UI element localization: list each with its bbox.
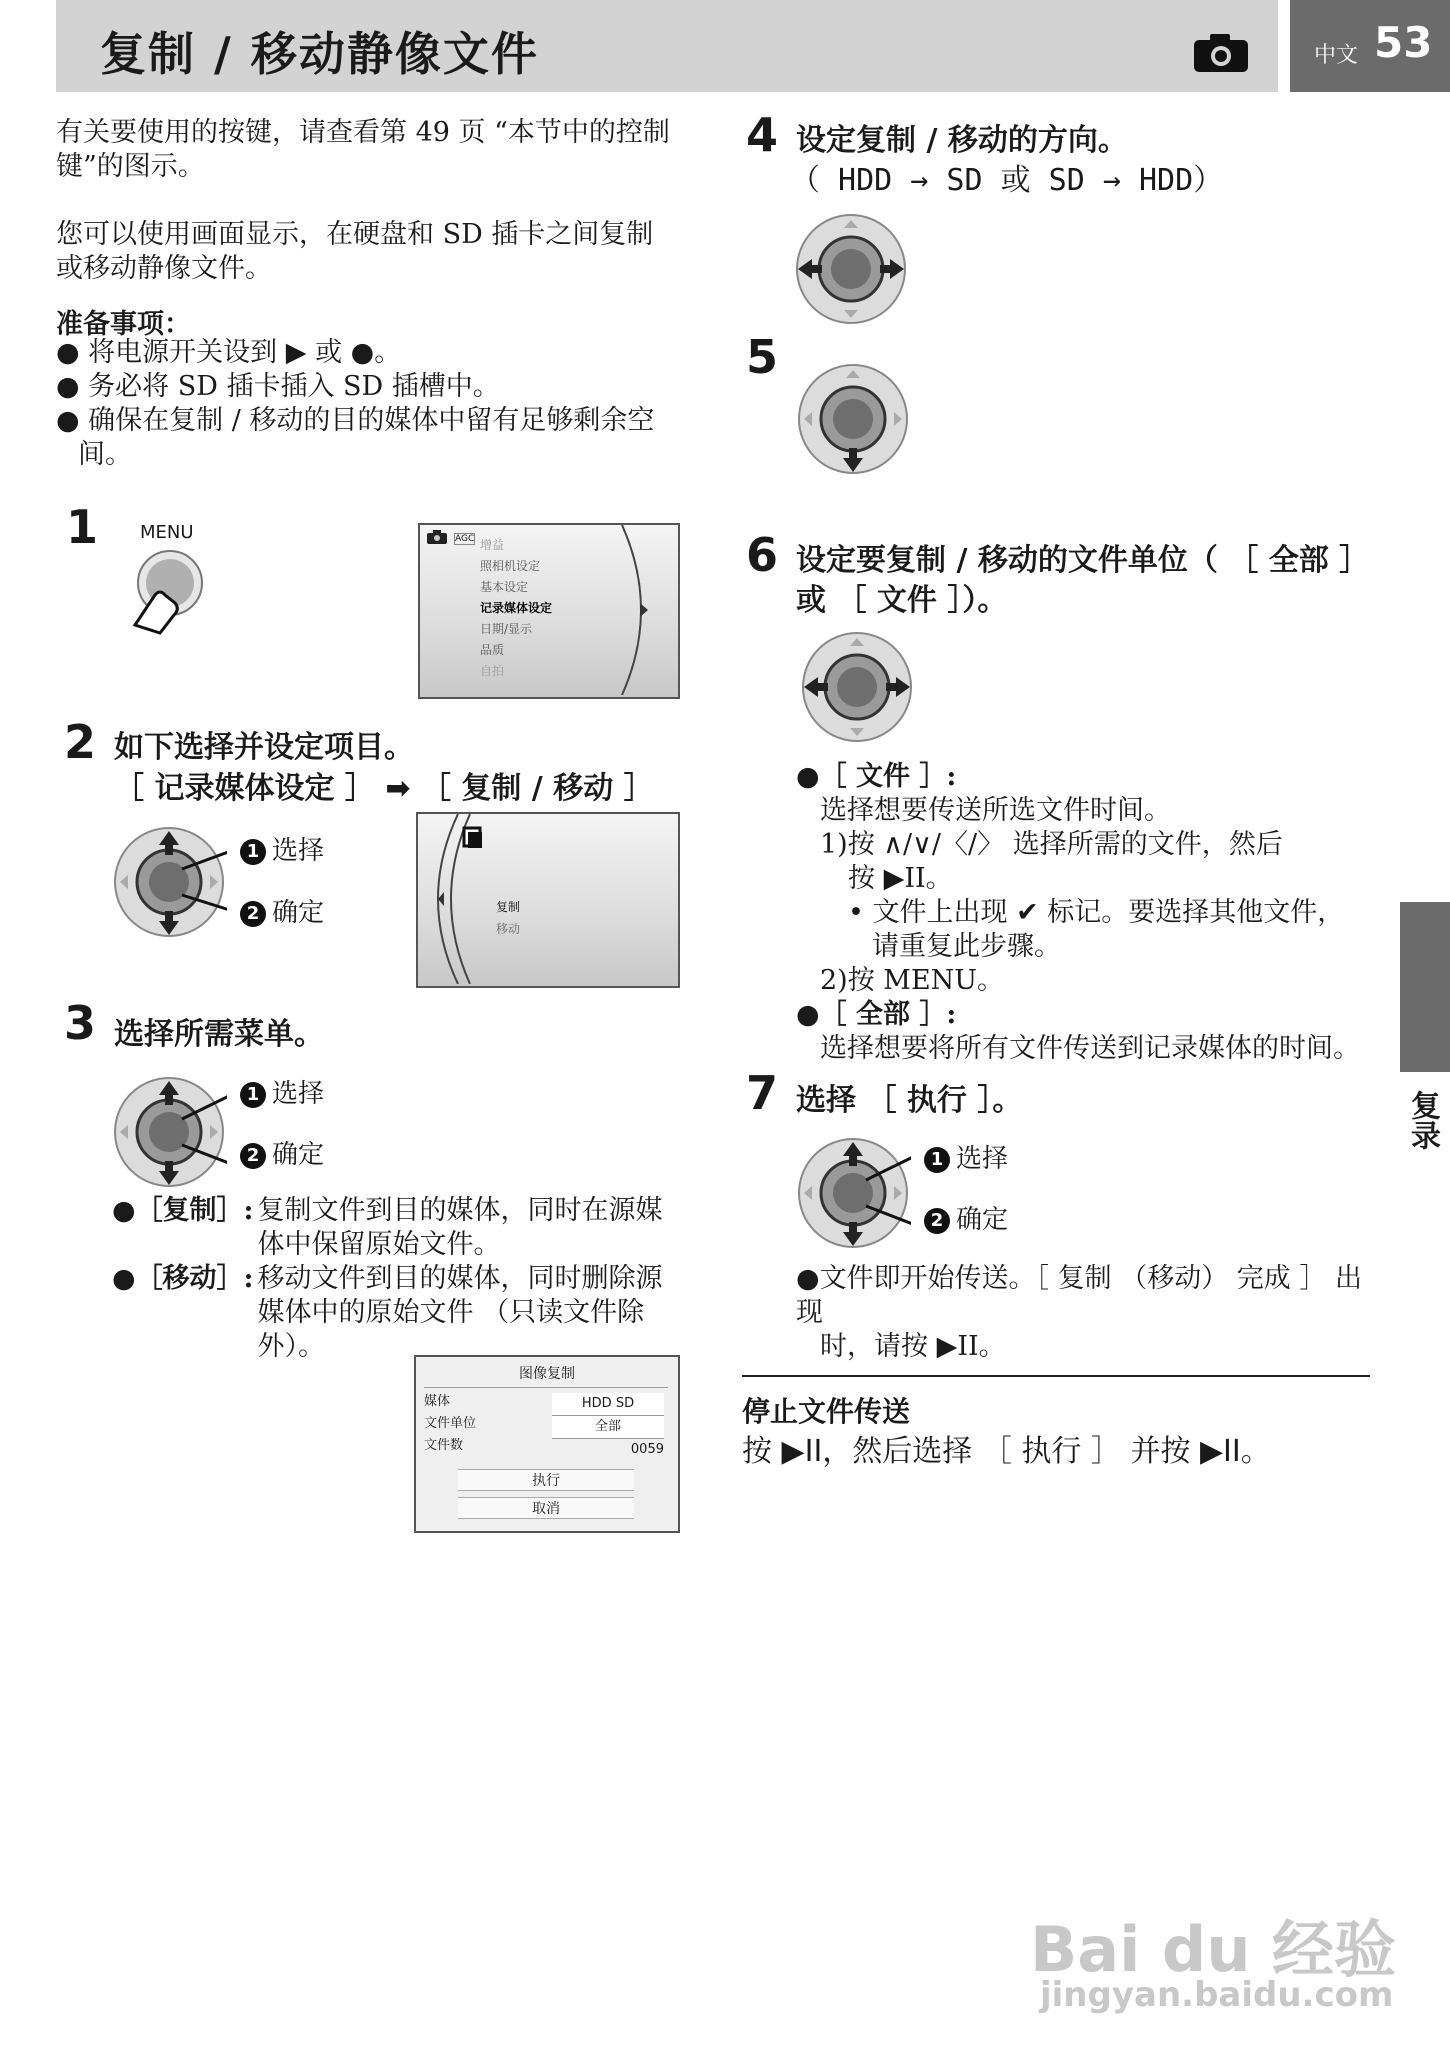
- joystick-leftright-icon: [794, 212, 909, 327]
- step-4-number: 4: [746, 108, 779, 162]
- all-term: ●［ 全部 ］:: [796, 999, 957, 1030]
- confirm-label: 2 确定: [924, 1199, 1008, 1236]
- page-number-box: [1290, 0, 1450, 92]
- dialog-row-label: 文件单位: [424, 1416, 477, 1431]
- intro-paragraph-1: 有关要使用的按键，请查看第 49 页 “本节中的控制键”的图示。: [56, 117, 670, 182]
- step-7-note-line-1: ●文件即开始传送。［ 复制 （移动） 完成 ］ 出现: [796, 1263, 1362, 1328]
- step-7-note-line-2: 时，请按 ▶II。: [820, 1331, 1006, 1362]
- file-note-cont: 请重复此步骤。: [872, 931, 1061, 962]
- step-7-note: [796, 1262, 1376, 1364]
- menu-label: MENU: [140, 522, 194, 543]
- step-2-line-1: 如下选择并设定项目。: [114, 730, 414, 765]
- menu-item[interactable]: 自拍: [480, 664, 505, 678]
- prep-title: 准备事项：: [56, 309, 191, 340]
- dialog-row-label: 媒体: [424, 1394, 451, 1409]
- menu-item[interactable]: 日期/显示: [480, 622, 533, 636]
- move-desc: 移动文件到目的媒体，同时删除源媒体中的原始文件 （只读文件除外）。: [257, 1263, 663, 1362]
- menu-button-press-icon: [120, 545, 210, 635]
- select-text: 选择: [272, 1079, 325, 1109]
- copy-move-screen: [416, 812, 680, 988]
- step-6-number: 6: [746, 528, 779, 582]
- option-move[interactable]: 移动: [496, 922, 521, 936]
- side-tab-label: 复录: [1405, 1090, 1440, 1150]
- all-desc: 选择想要将所有文件传送到记录媒体的时间。: [820, 1033, 1360, 1064]
- stop-title: 停止文件传送: [742, 1395, 911, 1428]
- camera-icon: [1192, 32, 1250, 74]
- menu-item-selected[interactable]: 记录媒体设定: [480, 601, 553, 615]
- step-7-text: 选择 ［ 执行 ］。: [796, 1083, 1023, 1118]
- step-2-line-2: ［ 记录媒体设定 ］ ➡ ［ 复制 / 移动 ］: [114, 771, 654, 806]
- prep-item-text: 确保在复制 / 移动的目的媒体中留有足够剩余空间。: [78, 405, 655, 470]
- joystick-updown-icon: [112, 825, 227, 940]
- file-step-1: 1)按 ∧/∨/〈/〉 选择所需的文件，然后: [820, 829, 1283, 860]
- step-4-line-2: （ HDD → SD 或 SD → HDD）: [790, 163, 1224, 198]
- dialog-media-value[interactable]: HDD SD: [552, 1393, 664, 1416]
- select-label: 1 选择: [240, 1073, 324, 1110]
- copy-definition: [112, 1194, 682, 1364]
- file-note-text: 文件上出现 ✔ 标记。要选择其他文件，: [872, 897, 1345, 928]
- move-term: ●［移动］:: [112, 1263, 254, 1294]
- step-6-details: [796, 760, 1376, 1066]
- intro-paragraph-2: 您可以使用画面显示，在硬盘和 SD 插卡之间复制或移动静像文件。: [56, 219, 654, 284]
- menu-item[interactable]: 照相机设定: [480, 559, 541, 573]
- cancel-button[interactable]: 取消: [458, 1497, 634, 1519]
- step-3-number: 3: [64, 996, 97, 1050]
- agc-badge: AGC: [455, 534, 475, 544]
- confirm-label: 2 确定: [240, 1134, 324, 1171]
- confirm-label: 2 确定: [240, 892, 324, 929]
- copy-term-text: ［复制］:: [135, 1195, 254, 1226]
- file-step-2: 2)按 MENU。: [820, 965, 1005, 996]
- menu-item[interactable]: 基本设定: [480, 580, 529, 594]
- step-6-line-2: 或 ［ 文件 ］）。: [796, 583, 1008, 618]
- execute-button[interactable]: 执行: [458, 1469, 634, 1491]
- select-label: 1 选择: [924, 1138, 1008, 1175]
- joystick-updown-icon: [796, 1136, 911, 1251]
- step-5-number: 5: [746, 330, 779, 384]
- step-3-text: 选择所需菜单。: [114, 1017, 324, 1052]
- confirm-text: 确定: [272, 1140, 325, 1170]
- move-definition: [112, 1262, 682, 1364]
- menu-item[interactable]: 增益: [480, 538, 505, 552]
- move-term-text: ［移动］:: [135, 1263, 254, 1294]
- file-step-1-cont: 按 ▶II。: [848, 863, 953, 894]
- dialog-unit-value[interactable]: 全部: [552, 1416, 664, 1439]
- step-6-line-1: 设定要复制 / 移动的文件单位（ ［ 全部 ］: [796, 543, 1370, 578]
- dialog-divider: [424, 1387, 668, 1388]
- joystick-leftright-icon: [800, 630, 915, 745]
- confirm-text: 确定: [956, 1205, 1009, 1235]
- menu-list: [480, 535, 552, 682]
- file-term: ●［ 文件 ］:: [796, 761, 957, 792]
- prep-item: ● 确保在复制 / 移动的目的媒体中留有足够剩余空间。: [56, 405, 655, 470]
- copy-term: ●［复制］:: [112, 1195, 254, 1226]
- copy-desc: 复制文件到目的媒体，同时在源媒体中保留原始文件。: [257, 1195, 663, 1260]
- joystick-updown-icon: [112, 1075, 227, 1190]
- prep-item: ● 务必将 SD 插卡插入 SD 插槽中。: [56, 371, 500, 402]
- prep-item-text: 务必将 SD 插卡插入 SD 插槽中。: [88, 371, 500, 402]
- prep-list: [56, 336, 686, 472]
- select-label: 1 选择: [240, 830, 324, 867]
- file-desc: 选择想要传送所选文件时间。: [820, 795, 1171, 826]
- stop-text: 按 ▶II，然后选择 ［ 执行 ］ 并按 ▶II。: [742, 1434, 1271, 1469]
- dialog-count-value: 0059: [630, 1442, 664, 1457]
- copy-move-list: [496, 896, 520, 940]
- step-4-line-1: 设定复制 / 移动的方向。: [796, 123, 1128, 158]
- select-text: 选择: [956, 1144, 1009, 1174]
- option-copy[interactable]: 复制: [496, 900, 521, 914]
- all-term-text: ［ 全部 ］:: [819, 999, 957, 1030]
- menu-item[interactable]: 品质: [480, 643, 505, 657]
- dialog-labels: [424, 1391, 476, 1457]
- step-7-number: 7: [746, 1066, 779, 1120]
- menu-screen: [418, 523, 680, 699]
- prep-item-text: 将电源开关设到 ▶ 或 ●。: [88, 337, 402, 368]
- language-label: 中文: [1314, 43, 1359, 68]
- step-1-number: 1: [66, 500, 99, 554]
- joystick-down-icon: [796, 362, 911, 477]
- dialog-row-label: 文件数: [424, 1438, 464, 1453]
- camera-icon: [426, 529, 448, 545]
- dialog-values: [552, 1393, 664, 1461]
- page-title: 复制 / 移动静像文件: [100, 27, 539, 81]
- step-2-number: 2: [64, 715, 97, 769]
- file-term-text: ［ 文件 ］:: [819, 761, 957, 792]
- select-text: 选择: [272, 836, 325, 866]
- file-note: • 文件上出现 ✔ 标记。要选择其他文件，: [848, 897, 1345, 928]
- menu-arc: [620, 525, 676, 695]
- image-copy-dialog: [414, 1355, 680, 1533]
- dialog-title: 图像复制: [519, 1366, 575, 1382]
- step-7-note-text: 文件即开始传送。［ 复制 （移动） 完成 ］ 出现: [796, 1263, 1362, 1328]
- copy-icon: [462, 826, 484, 850]
- watermark-logo: Bai du 经验: [1030, 1913, 1397, 1986]
- watermark-url: jingyan.baidu.com: [1040, 1975, 1394, 2015]
- side-tab: [1400, 902, 1450, 1072]
- confirm-text: 确定: [272, 898, 325, 928]
- prep-item: ● 将电源开关设到 ▶ 或 ●。: [56, 337, 402, 368]
- page-number: 53: [1374, 18, 1433, 67]
- section-divider: [742, 1375, 1370, 1377]
